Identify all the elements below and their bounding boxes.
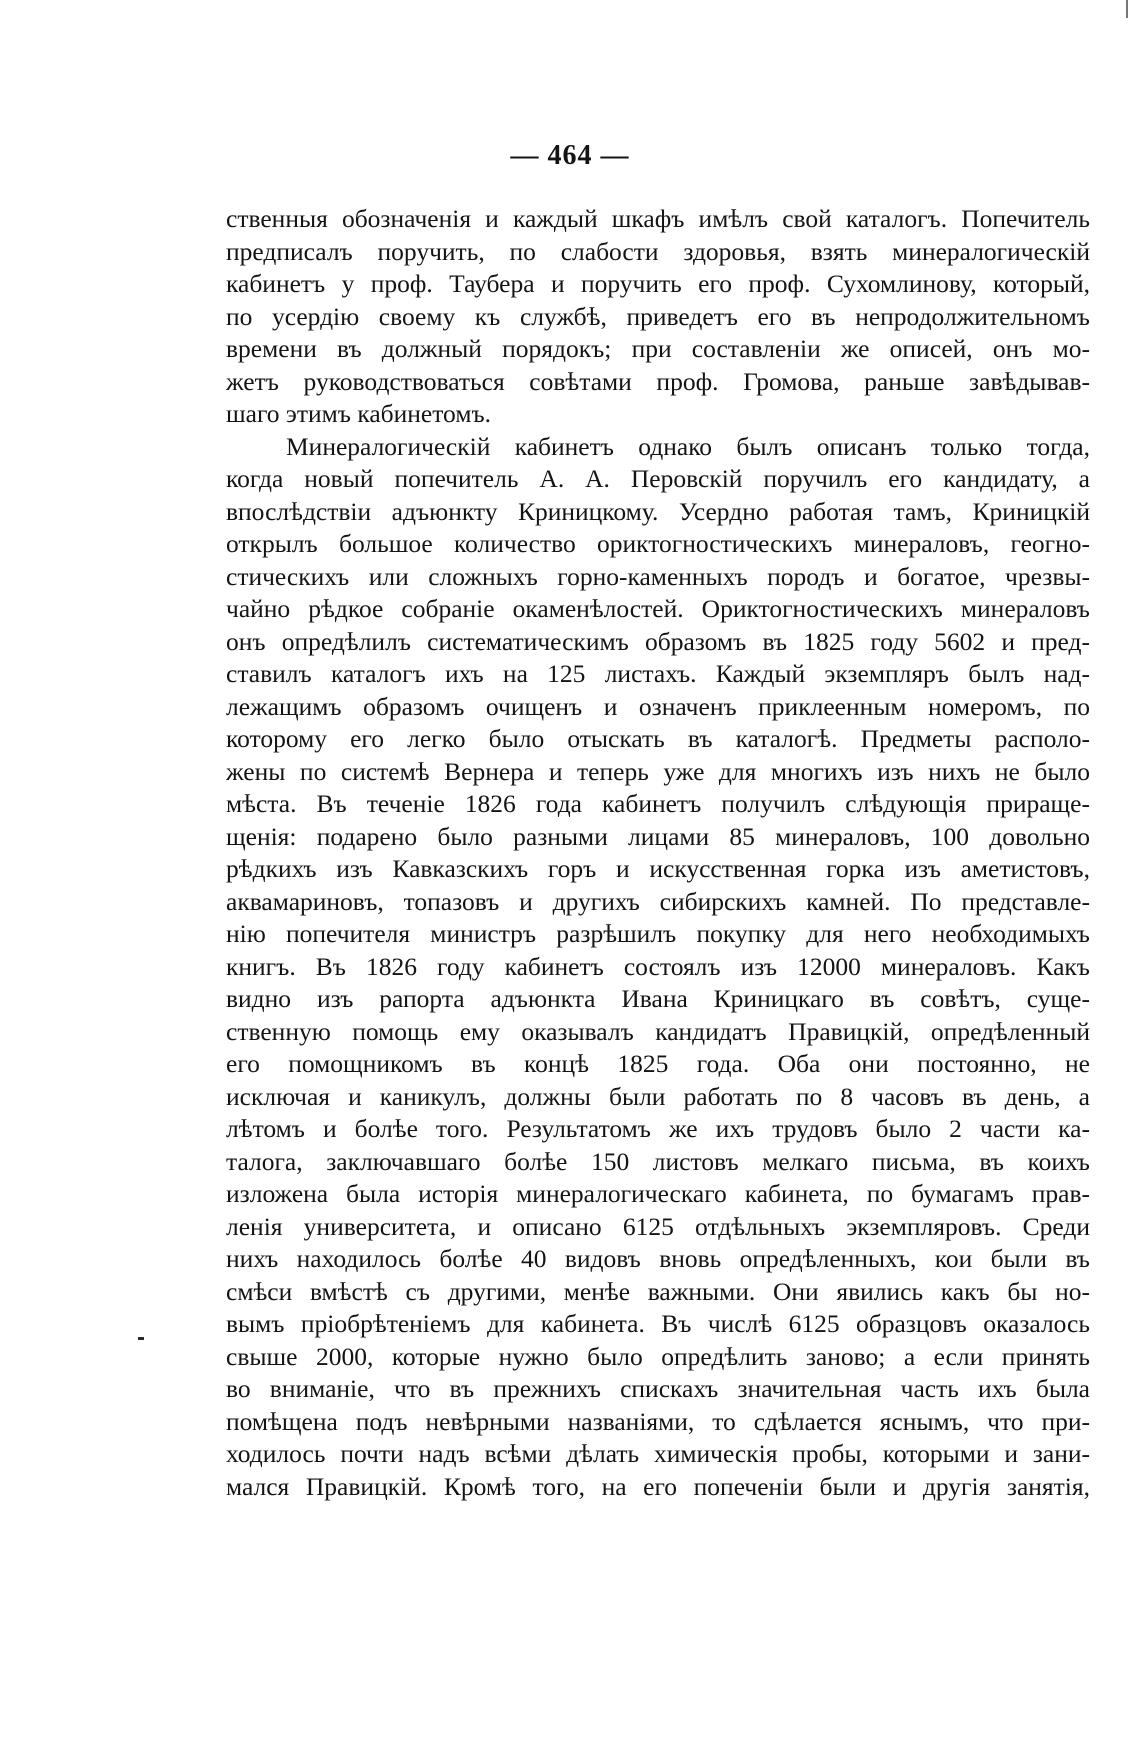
text-line: нихъ находилось болѣе 40 видовъ вновь опредѣленныхъ, кои были въ (226, 1244, 1090, 1273)
text-line: когда новый попечитель А. А. Перовскій поручилъ его кандидату, а (226, 464, 1090, 493)
text-line: по усердію своему къ службѣ, приведетъ его въ непродолжительномъ (226, 301, 1090, 331)
text-line: ставилъ каталогъ ихъ на 125 листахъ. Каждый экземпляръ былъ над- (226, 659, 1090, 688)
page-edge-mark (1126, 0, 1128, 18)
text-line: свыше 2000, которые нужно было опредѣлить заново; а если принять (226, 1341, 1090, 1371)
text-line: книгъ. Въ 1826 году кабинетъ состоялъ изъ 12000 минераловъ. Какъ (226, 951, 1090, 981)
text-line: ходилось почти надъ всѣми дѣлать химическія пробы, которыми и зани- (226, 1439, 1090, 1468)
text-line: рѣдкихъ изъ Кавказскихъ горъ и искусственная горка изъ аметистовъ, (226, 854, 1090, 883)
page-number: — 464 — (510, 140, 630, 171)
text-line: лежащимъ образомъ очищенъ и означенъ приклеенным номеромъ, по (226, 691, 1090, 721)
text-line: изложена была исторія минералогическаго кабинета, по бумагамъ прав- (226, 1179, 1090, 1208)
text-line: которому его легко было отыскать въ каталогѣ. Предметы располо- (226, 724, 1090, 753)
text-line: помѣщена подъ невѣрными названіями, то сдѣлается яснымъ, что при- (226, 1406, 1090, 1436)
text-line: времени въ должный порядокъ; при составленіи же описей, онъ мо- (226, 334, 1090, 363)
text-line: мался Правицкій. Кромѣ того, на его попеченіи были и другія занятія, (226, 1471, 1090, 1501)
paragraph-start-line: Минералогическій кабинетъ однако былъ описанъ только тогда, (286, 431, 1090, 461)
text-line: щенія: подарено было разными лицами 85 минераловъ, 100 довольно (226, 821, 1090, 851)
text-line: стическихъ или сложныхъ горно-каменныхъ породъ и богатое, чрезвы- (226, 561, 1090, 591)
text-line: талога, заключавшаго болѣе 150 листовъ мелкаго письма, въ коихъ (226, 1146, 1090, 1176)
text-line: предписалъ поручить, по слабости здоровья, взять минералогическій (226, 236, 1090, 266)
text-line: нію попечителя министръ разрѣшилъ покупку для него необходимыхъ (226, 919, 1090, 948)
text-line: его помощникомъ въ концѣ 1825 года. Оба они постоянно, не (226, 1049, 1090, 1078)
text-line: шаго этимъ кабинетомъ. (226, 399, 492, 428)
text-line: вымъ пріобрѣтеніемъ для кабинета. Въ числѣ 6125 образцовъ оказалось (226, 1309, 1090, 1338)
margin-mark (138, 1337, 144, 1340)
text-line: открылъ большое количество ориктогностическихъ минераловъ, геогно- (226, 529, 1090, 558)
text-line: ственную помощь ему оказывалъ кандидатъ Правицкій, опредѣленный (226, 1016, 1090, 1046)
body-text (226, 203, 1090, 1503)
text-line: аквамариновъ, топазовъ и другихъ сибирскихъ камней. По представле- (226, 886, 1090, 916)
text-line: ственныя обозначенія и каждый шкафъ имѣлъ свой каталогъ. Попечитель (226, 204, 1090, 233)
text-line: кабинетъ у проф. Таубера и поручить его проф. Сухомлинову, который, (226, 269, 1090, 298)
text-line: онъ опредѣлилъ систематическимъ образомъ въ 1825 году 5602 и пред- (226, 626, 1090, 656)
text-line: исключая и каникулъ, должны были работать по 8 часовъ въ день, а (226, 1081, 1090, 1111)
text-line: жены по системѣ Вернера и теперь уже для многихъ изъ нихъ не было (226, 756, 1090, 786)
text-line: мѣста. Въ теченіе 1826 года кабинетъ получилъ слѣдующія приращe- (226, 789, 1090, 818)
text-line: жетъ руководствоваться совѣтами проф. Громова, раньше завѣдывав- (226, 366, 1090, 396)
text-line: во вниманіе, что въ прежнихъ спискахъ значительная часть ихъ была (226, 1374, 1090, 1403)
text-line: видно изъ рапорта адъюнкта Ивана Криницкаго въ совѣтъ, суще- (226, 984, 1090, 1013)
text-line: ленія университета, и описано 6125 отдѣльныхъ экземпляровъ. Среди (226, 1211, 1090, 1241)
text-line: смѣси вмѣстѣ съ другими, менѣе важными. Они явились какъ бы но- (226, 1276, 1090, 1306)
text-line: чайно рѣдкое собраніе окаменѣлостей. Ориктогностическихъ минераловъ (226, 594, 1090, 623)
text-line: впослѣдствіи адъюнкту Криницкому. Усердно работая тамъ, Криницкій (226, 496, 1090, 526)
text-line: лѣтомъ и болѣе того. Результатомъ же ихъ трудовъ было 2 части ка- (226, 1114, 1090, 1143)
